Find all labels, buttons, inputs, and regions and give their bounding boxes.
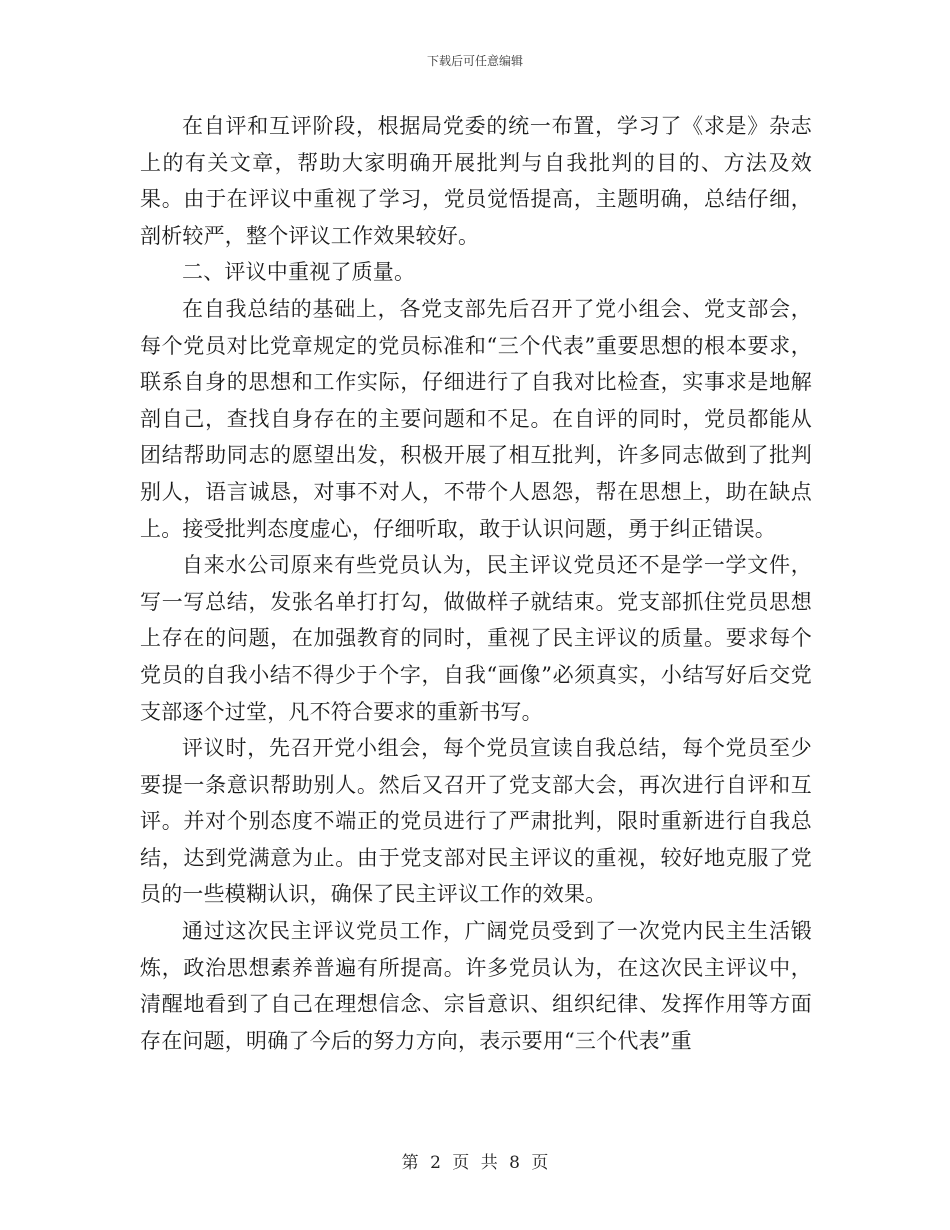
paragraph: 通过这次民主评议党员工作，广阔党员受到了一次党内民主生活锻炼，政治思想素养普遍有所提高。许多党员认为，在这次民主评议中，清醒地看到了自己在理想信念、宗旨意识、组织纪律、发挥作用等方面存在问题，明确了今后的努力方向，表示要用“三个代表”重: [140, 919, 812, 1053]
paragraph: 在自评和互评阶段，根据局党委的统一布置，学习了《求是》杂志上的有关文章，帮助大家明确开展批判与自我批判的目的、方法及效果。由于在评议中重视了学习，党员觉悟提高，主题明确，总结仔细，剖析较严，整个评议工作效果较好。: [140, 114, 812, 248]
page-number-footer: 第 2 页 共 8 页: [401, 1153, 549, 1173]
paragraph: 在自我总结的基础上，各党支部先后召开了党小组会、党支部会，每个党员对比党章规定的党员标准和“三个代表”重要思想的根本要求，联系自身的思想和工作实际，仔细进行了自我对比检查，实事求是地解剖自己，查找自身存在的主要问题和不足。在自评的同时，党员都能从团结帮助同志的愿望出发，积极开展了相互批判，许多同志做到了批判别人，语言诚恳，对事不对人，不带个人恩怨，帮在思想上，助在缺点上。接受批判态度虚心，仔细听取，敢于认识问题，勇于纠正错误。: [140, 296, 812, 541]
page-body: [140, 108, 812, 1059]
paragraph: 自来水公司原来有些党员认为，民主评议党员还不是学一学文件，写一写总结，发张名单打打勾，做做样子就结束。党支部抓住党员思想上存在的问题，在加强教育的同时，重视了民主评议的质量。要求每个党员的自我小结不得少于个字，自我“画像”必须真实，小结写好后交党支部逐个过堂，凡不符合要求的重新书写。: [140, 553, 812, 724]
page-header: 下载后可任意编辑: [426, 54, 523, 68]
paragraph: 评议时，先召开党小组会，每个党员宣读自我总结，每个党员至少要提一条意识帮助别人。然后又召开了党支部大会，再次进行自评和互评。并对个别态度不端正的党员进行了严肃批判，限时重新进行自我总结，达到党满意为止。由于党支部对民主评议的重视，较好地克服了党员的一些模糊认识，确保了民主评议工作的效果。: [140, 736, 812, 907]
section-heading: 二、评议中重视了质量。: [182, 260, 416, 285]
